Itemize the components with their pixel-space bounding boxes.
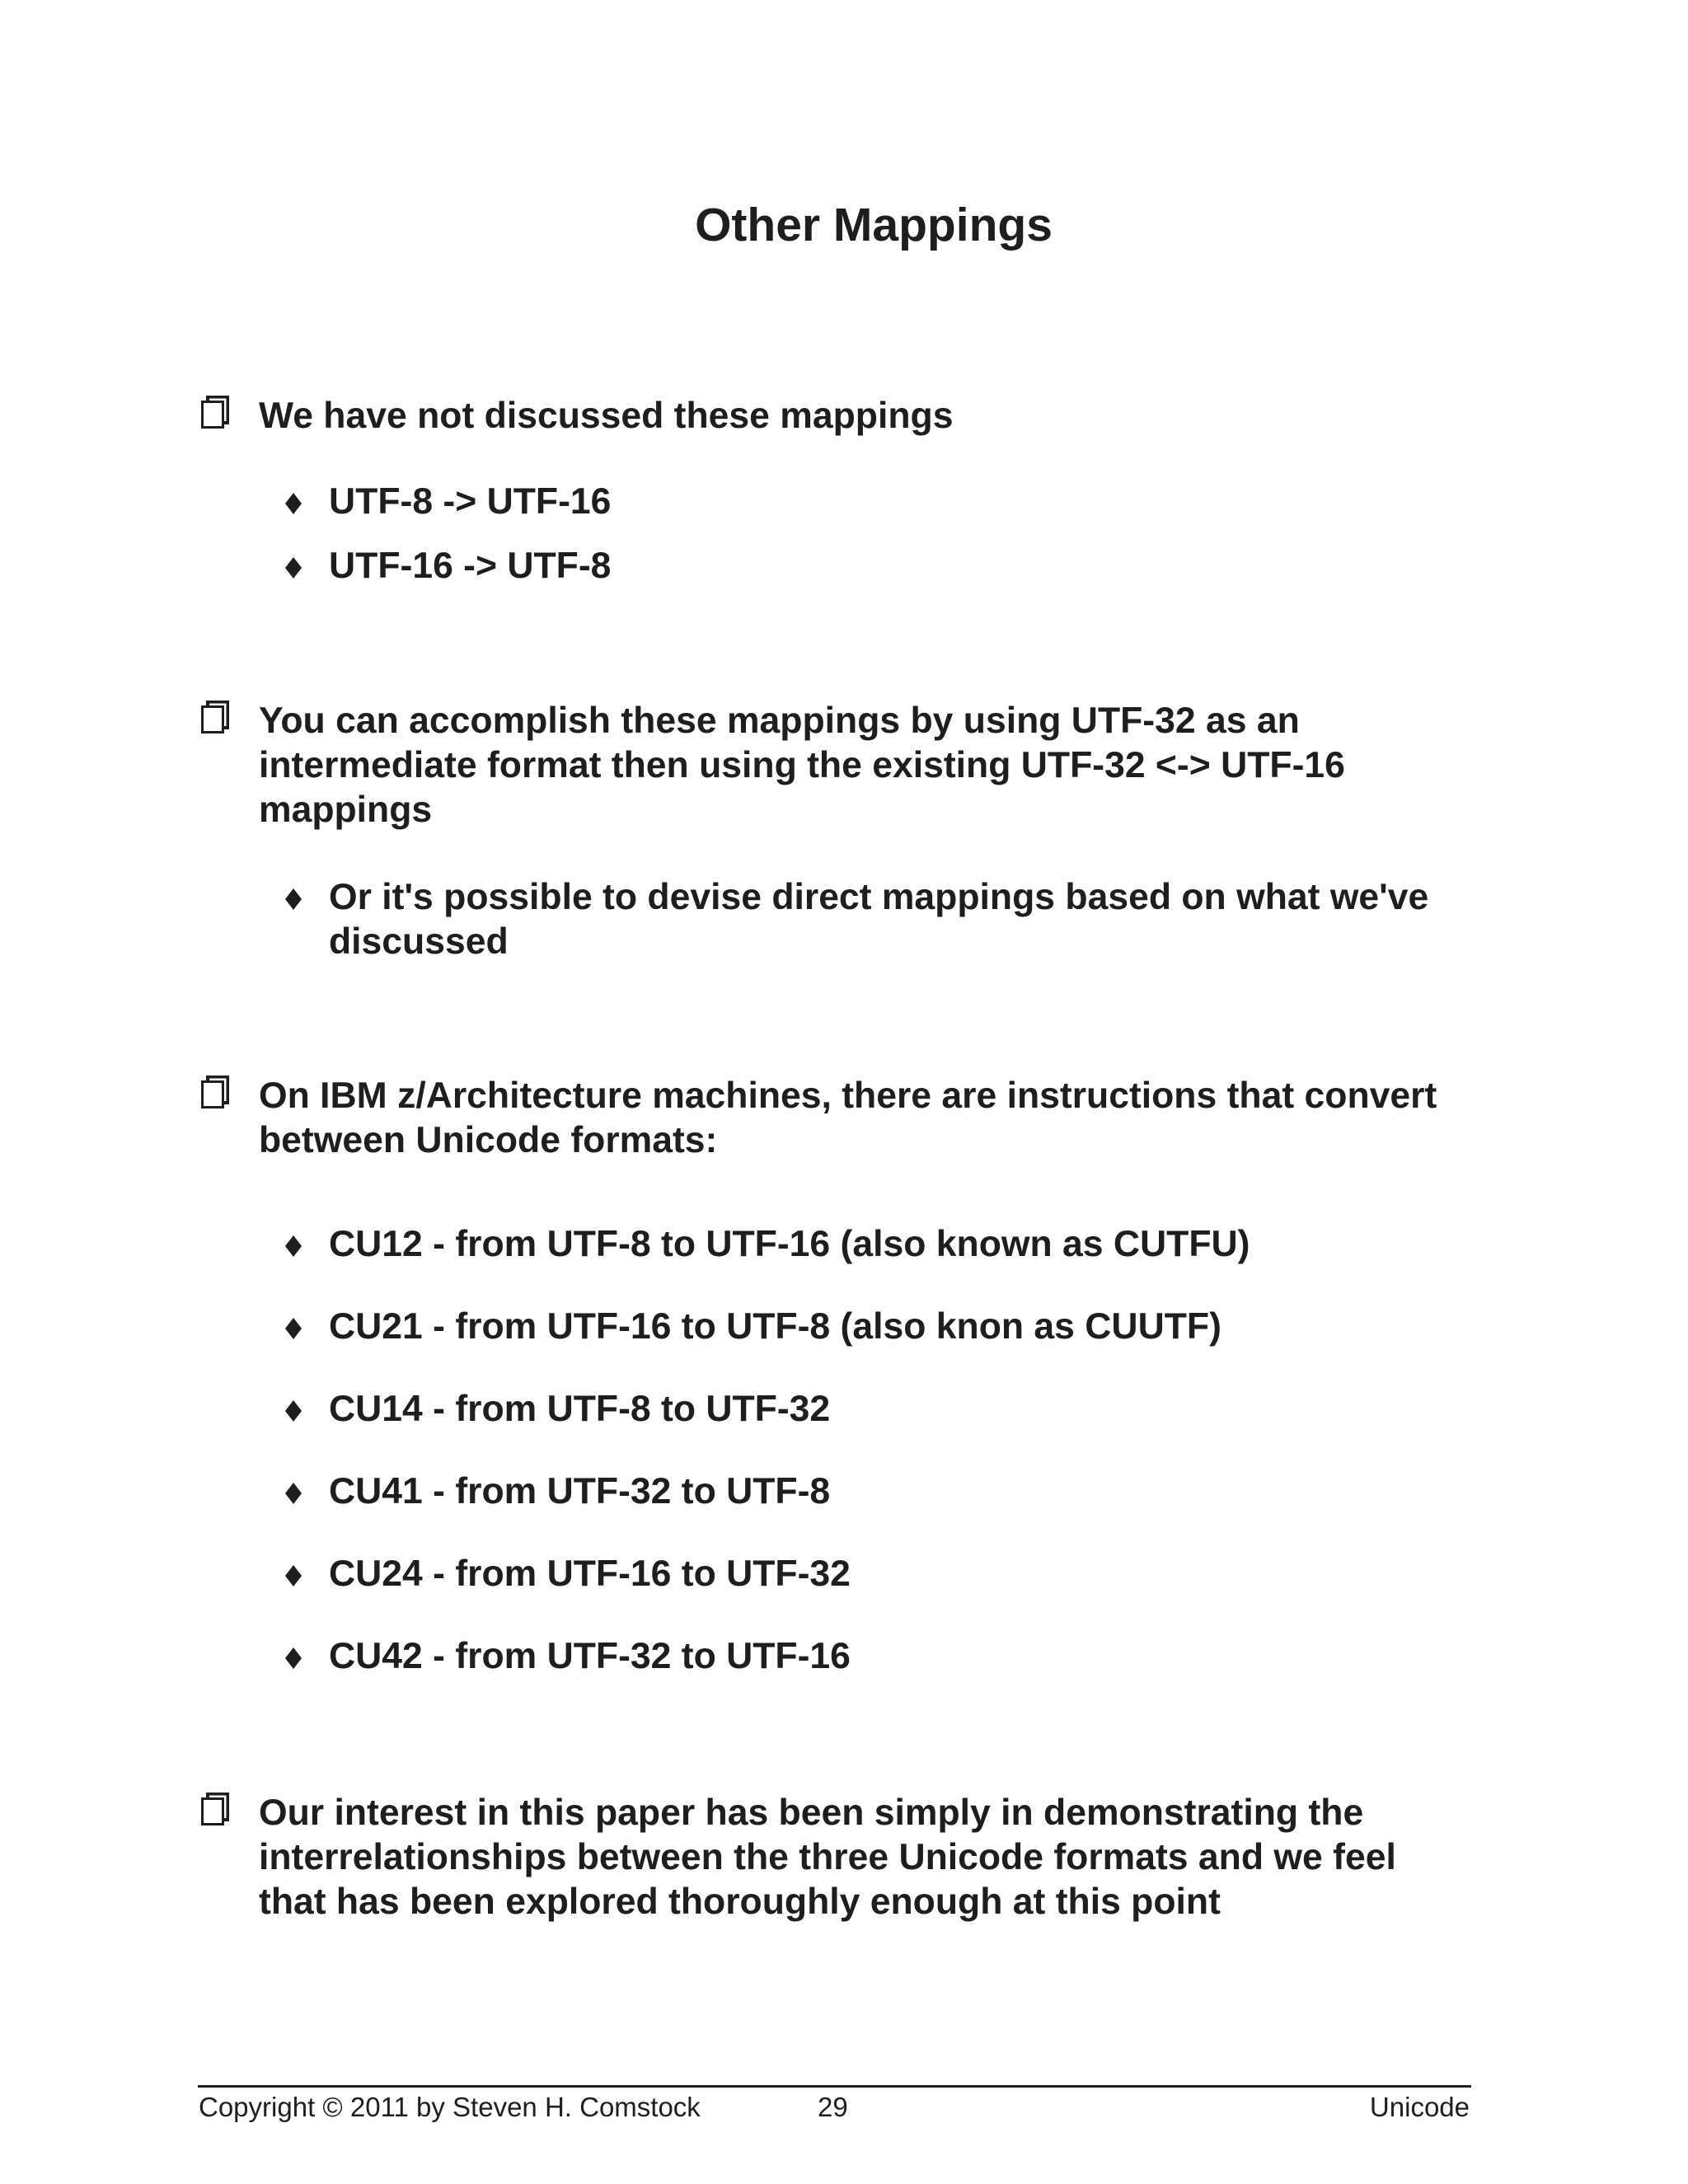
- list-item: [282, 544, 1568, 588]
- section-2-sub-list: [282, 875, 1568, 964]
- list-item-text: CU42 - from UTF-32 to UTF-16: [329, 1636, 851, 1676]
- shadowed-square-bullet-icon: [201, 1793, 229, 1827]
- diamond-bullet-icon: [285, 888, 302, 910]
- list-item-line-2: discussed: [329, 921, 509, 962]
- section-3-line-2: between Unicode formats:: [259, 1120, 718, 1160]
- section-3-text: [259, 1074, 1536, 1163]
- diamond-bullet-icon: [285, 1647, 302, 1669]
- footer-copyright: Copyright © 2011 by Steven H. Comstock: [199, 2092, 701, 2122]
- shadowed-square-bullet-icon: [201, 701, 229, 735]
- list-item: [282, 480, 1568, 524]
- footer-page-number: 29: [818, 2092, 848, 2122]
- list-item: [282, 1634, 1568, 1679]
- list-item: [282, 1222, 1568, 1267]
- section-2-line-3: mappings: [259, 790, 433, 830]
- list-item: [282, 1387, 1568, 1432]
- list-item: [282, 1552, 1568, 1596]
- shadowed-square-bullet-icon: [201, 396, 229, 430]
- section-3: [201, 1074, 1536, 1163]
- list-item-text: CU14 - from UTF-8 to UTF-32: [329, 1389, 831, 1429]
- list-item: [282, 1305, 1568, 1349]
- diamond-bullet-icon: [285, 557, 302, 579]
- section-2-text: [259, 699, 1536, 832]
- section-4-line-2: interrelationships between the three Unicode formats and we feel: [259, 1837, 1396, 1877]
- footer-topic: Unicode: [1369, 2092, 1470, 2122]
- diamond-bullet-icon: [285, 1235, 302, 1257]
- list-item-text: UTF-16 -> UTF-8: [329, 546, 612, 586]
- list-item: [282, 875, 1568, 964]
- section-4-line-3: that has been explored thoroughly enough at this point: [259, 1882, 1221, 1922]
- section-2-line-1: You can accomplish these mappings by using UTF-32 as an: [259, 701, 1300, 741]
- diamond-bullet-icon: [285, 1400, 302, 1422]
- diamond-bullet-icon: [285, 493, 302, 514]
- section-4-text: [259, 1791, 1536, 1924]
- section-1-text: We have not discussed these mappings: [259, 396, 954, 436]
- footer-divider: [198, 2085, 1471, 2088]
- list-item: [282, 1469, 1568, 1514]
- section-4: [201, 1791, 1536, 1924]
- diamond-bullet-icon: [285, 1565, 302, 1586]
- section-3-line-1: On IBM z/Architecture machines, there are instructions that convert: [259, 1076, 1437, 1116]
- section-1: [201, 394, 1536, 438]
- section-2: [201, 699, 1536, 832]
- list-item-text: CU24 - from UTF-16 to UTF-32: [329, 1554, 851, 1594]
- list-item-text: CU21 - from UTF-16 to UTF-8 (also knon as CUUTF): [329, 1306, 1221, 1347]
- shadowed-square-bullet-icon: [201, 1076, 229, 1110]
- section-2-line-2: intermediate format then using the existing UTF-32 <-> UTF-16: [259, 745, 1345, 785]
- section-4-line-1: Our interest in this paper has been simply in demonstrating the: [259, 1793, 1364, 1833]
- list-item-line-1: Or it's possible to devise direct mappings based on what we've: [329, 877, 1429, 917]
- diamond-bullet-icon: [285, 1318, 302, 1339]
- list-item-text: UTF-8 -> UTF-16: [329, 481, 612, 522]
- page-title: Other Mappings: [695, 199, 1053, 251]
- diamond-bullet-icon: [285, 1483, 302, 1504]
- section-1-sub-list: [282, 480, 1568, 588]
- section-3-sub-list: [282, 1222, 1568, 1679]
- list-item-text: CU12 - from UTF-8 to UTF-16 (also known as CUTFU): [329, 1224, 1250, 1264]
- list-item-text: CU41 - from UTF-32 to UTF-8: [329, 1471, 831, 1511]
